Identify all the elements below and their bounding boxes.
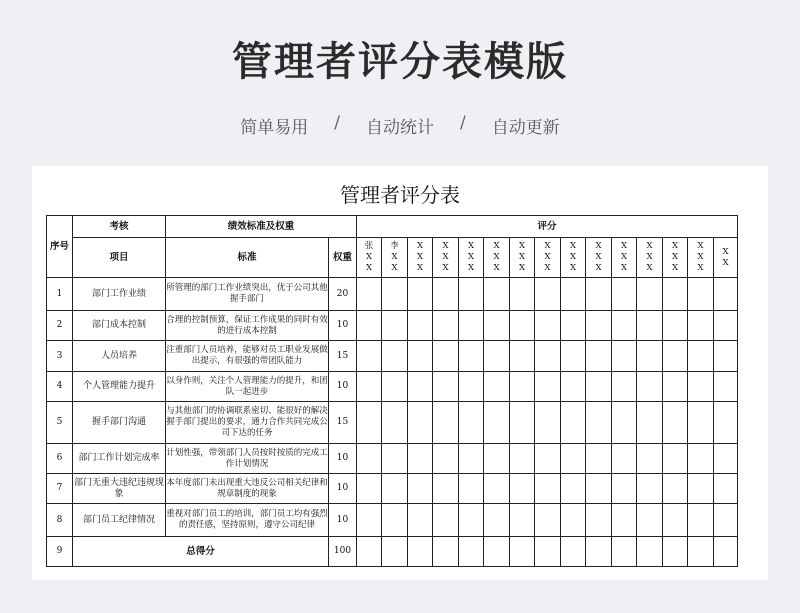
total-score-cell[interactable] xyxy=(357,537,382,567)
row-weight: 10 xyxy=(329,444,357,474)
evaluator-char: 张 xyxy=(364,241,374,251)
evaluator-char: X xyxy=(544,241,551,251)
score-cell[interactable] xyxy=(612,402,637,444)
evaluator-char: X xyxy=(416,252,424,262)
table-row xyxy=(47,444,738,474)
row-number: 7 xyxy=(47,474,73,504)
evaluator-char: X xyxy=(391,263,398,273)
score-cell[interactable] xyxy=(357,278,382,311)
row-standard: 与其他部门的协调联系密切、能很好的解决握手部门提出的要求，通力合作共同完成公司下达的任务 xyxy=(166,402,329,444)
score-cell[interactable] xyxy=(510,341,535,372)
score-cell[interactable] xyxy=(637,444,663,474)
score-cell[interactable] xyxy=(688,504,714,537)
score-cell[interactable] xyxy=(382,341,408,372)
score-cell[interactable] xyxy=(433,278,459,311)
table-row xyxy=(47,311,738,341)
score-cell[interactable] xyxy=(433,311,459,341)
score-cell[interactable] xyxy=(586,474,612,504)
score-cell[interactable] xyxy=(535,341,561,372)
score-cell[interactable] xyxy=(357,444,382,474)
score-cell[interactable] xyxy=(663,402,688,444)
evaluator-char: X xyxy=(518,241,526,251)
evaluator-char: X xyxy=(493,241,500,251)
row-item: 部门员工纪律情况 xyxy=(73,504,166,537)
score-cell[interactable] xyxy=(433,372,459,402)
score-cell[interactable] xyxy=(510,311,535,341)
table-row xyxy=(47,474,738,504)
evaluator-char: X xyxy=(620,263,628,273)
evaluator-char: X xyxy=(518,252,526,262)
score-cell[interactable] xyxy=(637,504,663,537)
score-cell[interactable] xyxy=(459,444,484,474)
score-cell[interactable] xyxy=(535,402,561,444)
col-seq-header: 序号 xyxy=(47,216,73,278)
evaluator-header xyxy=(459,238,484,278)
score-cell[interactable] xyxy=(714,341,738,372)
score-cell[interactable] xyxy=(561,504,586,537)
evaluator-char: X xyxy=(569,241,577,251)
score-cell[interactable] xyxy=(714,402,738,444)
col-item-header: 项目 xyxy=(73,238,166,278)
row-item: 个人管理能力提升 xyxy=(73,372,166,402)
score-cell[interactable] xyxy=(586,278,612,311)
score-cell[interactable] xyxy=(637,474,663,504)
total-score-cell[interactable] xyxy=(612,537,637,567)
score-cell[interactable] xyxy=(357,474,382,504)
evaluator-header xyxy=(408,238,433,278)
tag-separator: / xyxy=(460,113,466,133)
score-cell[interactable] xyxy=(382,474,408,504)
score-cell[interactable] xyxy=(382,504,408,537)
total-score-cell[interactable] xyxy=(510,537,535,567)
row-standard: 以身作则，关注个人管理能力的提升，和团队一起进步 xyxy=(166,372,329,402)
evaluator-header xyxy=(561,238,586,278)
score-cell[interactable] xyxy=(663,444,688,474)
evaluator-char: X xyxy=(416,263,424,273)
score-cell[interactable] xyxy=(408,372,433,402)
score-cell[interactable] xyxy=(433,504,459,537)
header-row-1 xyxy=(47,216,738,238)
evaluator-header xyxy=(663,238,688,278)
total-score-cell[interactable] xyxy=(663,537,688,567)
score-cell[interactable] xyxy=(459,341,484,372)
evaluator-char: X xyxy=(544,263,551,273)
evaluator-char: 李 xyxy=(390,241,399,251)
total-score-cell[interactable] xyxy=(382,537,408,567)
score-cell[interactable] xyxy=(510,474,535,504)
evaluator-char: X xyxy=(569,263,577,273)
evaluator-char: X xyxy=(722,257,729,268)
score-cell[interactable] xyxy=(561,444,586,474)
evaluator-char: X xyxy=(671,263,679,273)
score-cell[interactable] xyxy=(484,444,510,474)
score-cell[interactable] xyxy=(612,444,637,474)
total-score-cell[interactable] xyxy=(484,537,510,567)
row-item: 部门工作计划完成率 xyxy=(73,444,166,474)
score-cell[interactable] xyxy=(459,474,484,504)
score-cell[interactable] xyxy=(535,372,561,402)
evaluator-char: X xyxy=(595,263,602,273)
score-cell[interactable] xyxy=(688,402,714,444)
score-cell[interactable] xyxy=(459,278,484,311)
score-cell[interactable] xyxy=(408,504,433,537)
score-cell[interactable] xyxy=(586,341,612,372)
total-score-cell[interactable] xyxy=(714,537,738,567)
evaluator-header xyxy=(714,238,738,278)
score-cell[interactable] xyxy=(382,372,408,402)
tag-easy: 简单易用 xyxy=(240,118,309,138)
row-item: 部门成本控制 xyxy=(73,311,166,341)
score-cell[interactable] xyxy=(688,444,714,474)
evaluator-char: X xyxy=(442,241,449,251)
score-cell[interactable] xyxy=(663,372,688,402)
evaluator-char: X xyxy=(697,263,704,273)
evaluator-header xyxy=(637,238,663,278)
score-cell[interactable] xyxy=(637,402,663,444)
score-cell[interactable] xyxy=(688,278,714,311)
row-weight: 15 xyxy=(329,402,357,444)
evaluator-header xyxy=(586,238,612,278)
col-assess-header: 考核 xyxy=(73,216,166,238)
total-score-cell[interactable] xyxy=(688,537,714,567)
score-cell[interactable] xyxy=(484,341,510,372)
col-score-header: 评分 xyxy=(357,216,738,238)
row-weight: 10 xyxy=(329,504,357,537)
evaluator-char: X xyxy=(697,252,704,262)
row-number: 3 xyxy=(47,341,73,372)
score-cell[interactable] xyxy=(612,311,637,341)
evaluator-char: X xyxy=(365,252,373,262)
score-cell[interactable] xyxy=(535,278,561,311)
score-cell[interactable] xyxy=(433,402,459,444)
header-row-2 xyxy=(47,238,738,278)
score-cell[interactable] xyxy=(586,311,612,341)
score-cell[interactable] xyxy=(637,372,663,402)
score-table xyxy=(46,215,738,567)
evaluator-header xyxy=(535,238,561,278)
table-row xyxy=(47,341,738,372)
score-cell[interactable] xyxy=(510,402,535,444)
row-number: 4 xyxy=(47,372,73,402)
score-cell[interactable] xyxy=(459,402,484,444)
score-cell[interactable] xyxy=(357,341,382,372)
score-cell[interactable] xyxy=(561,341,586,372)
evaluator-char: X xyxy=(569,252,577,262)
evaluator-char: X xyxy=(620,241,628,251)
row-weight: 20 xyxy=(329,278,357,311)
evaluator-header xyxy=(688,238,714,278)
score-cell[interactable] xyxy=(459,311,484,341)
score-cell[interactable] xyxy=(688,372,714,402)
row-item: 部门工作业绩 xyxy=(73,278,166,311)
score-cell[interactable] xyxy=(382,444,408,474)
row-standard: 本年度部门未出现重大违反公司相关纪律和规章制度的现象 xyxy=(166,474,329,504)
score-cell[interactable] xyxy=(637,341,663,372)
score-cell[interactable] xyxy=(561,372,586,402)
total-score-cell[interactable] xyxy=(433,537,459,567)
score-cell[interactable] xyxy=(637,278,663,311)
evaluator-header xyxy=(382,238,408,278)
score-cell[interactable] xyxy=(484,311,510,341)
score-cell[interactable] xyxy=(612,474,637,504)
score-cell[interactable] xyxy=(714,504,738,537)
total-score-cell[interactable] xyxy=(586,537,612,567)
score-cell[interactable] xyxy=(561,402,586,444)
score-cell[interactable] xyxy=(612,278,637,311)
score-cell[interactable] xyxy=(408,311,433,341)
evaluator-header xyxy=(612,238,637,278)
table-row xyxy=(47,372,738,402)
score-cell[interactable] xyxy=(663,341,688,372)
evaluator-header xyxy=(484,238,510,278)
score-cell[interactable] xyxy=(510,372,535,402)
total-row xyxy=(47,537,738,567)
score-cell[interactable] xyxy=(535,444,561,474)
row-weight: 15 xyxy=(329,341,357,372)
row-item: 握手部门沟通 xyxy=(73,402,166,444)
evaluator-header xyxy=(357,238,382,278)
row-standard: 重视对部门员工的培训，部门员工均有强烈的责任感，坚持原则，遵守公司纪律 xyxy=(166,504,329,537)
score-cell[interactable] xyxy=(637,311,663,341)
row-weight: 10 xyxy=(329,311,357,341)
row-number: 8 xyxy=(47,504,73,537)
page-title: 管理者评分表模版 xyxy=(232,39,568,85)
row-item: 人员培养 xyxy=(73,341,166,372)
evaluator-char: X xyxy=(646,263,653,273)
score-cell[interactable] xyxy=(357,311,382,341)
score-cell[interactable] xyxy=(586,504,612,537)
evaluator-char: X xyxy=(365,263,373,273)
score-cell[interactable] xyxy=(688,474,714,504)
score-cell[interactable] xyxy=(510,444,535,474)
row-number: 1 xyxy=(47,278,73,311)
score-cell[interactable] xyxy=(663,278,688,311)
score-cell[interactable] xyxy=(561,311,586,341)
table-row xyxy=(47,504,738,537)
score-cell[interactable] xyxy=(586,444,612,474)
score-cell[interactable] xyxy=(382,402,408,444)
score-cell[interactable] xyxy=(535,474,561,504)
score-cell[interactable] xyxy=(408,474,433,504)
row-standard: 合理的控制预算，保证工作成果的同时有效的进行成本控制 xyxy=(166,311,329,341)
evaluator-header xyxy=(433,238,459,278)
score-cell[interactable] xyxy=(408,341,433,372)
row-standard: 所管理的部门工作业绩突出，优于公司其他握手部门 xyxy=(166,278,329,311)
tag-auto-stats: 自动统计 xyxy=(366,118,434,138)
evaluator-char: X xyxy=(467,252,475,262)
row-number: 6 xyxy=(47,444,73,474)
evaluator-char: X xyxy=(620,252,628,262)
score-cell[interactable] xyxy=(484,474,510,504)
score-cell[interactable] xyxy=(510,504,535,537)
evaluator-char: X xyxy=(467,263,475,273)
evaluator-char: X xyxy=(467,241,475,251)
score-cell[interactable] xyxy=(663,504,688,537)
evaluator-char: X xyxy=(671,252,679,262)
evaluator-char: X xyxy=(646,241,653,251)
score-cell[interactable] xyxy=(612,341,637,372)
row-weight: 10 xyxy=(329,474,357,504)
total-score-cell[interactable] xyxy=(535,537,561,567)
evaluator-char: X xyxy=(493,252,500,262)
total-score-cell[interactable] xyxy=(459,537,484,567)
col-perf-header: 绩效标准及权重 xyxy=(166,216,357,238)
score-cell[interactable] xyxy=(484,372,510,402)
score-cell[interactable] xyxy=(484,278,510,311)
score-cell[interactable] xyxy=(357,504,382,537)
evaluator-char: X xyxy=(493,263,500,273)
row-standard: 计划性强，带领部门人员按时按质的完成工作计划情况 xyxy=(166,444,329,474)
tag-separator: / xyxy=(334,113,340,133)
score-cell[interactable] xyxy=(714,372,738,402)
score-cell[interactable] xyxy=(586,372,612,402)
score-cell[interactable] xyxy=(714,278,738,311)
score-cell[interactable] xyxy=(382,311,408,341)
score-cell[interactable] xyxy=(612,504,637,537)
score-cell[interactable] xyxy=(561,278,586,311)
score-cell[interactable] xyxy=(510,278,535,311)
row-standard: 注重部门人员培养，能够对员工职业发展做出提示，有很强的带团队能力 xyxy=(166,341,329,372)
evaluator-char: X xyxy=(416,241,424,251)
col-standard-header: 标准 xyxy=(166,238,329,278)
evaluator-char: X xyxy=(442,263,449,273)
score-cell[interactable] xyxy=(714,444,738,474)
row-item: 部门无重大违纪违规现象 xyxy=(73,474,166,504)
score-cell[interactable] xyxy=(688,341,714,372)
score-cell[interactable] xyxy=(561,474,586,504)
total-label: 总得分 xyxy=(73,537,329,567)
score-cell[interactable] xyxy=(357,402,382,444)
total-score-cell[interactable] xyxy=(637,537,663,567)
evaluator-char: X xyxy=(595,241,602,251)
total-score-cell[interactable] xyxy=(408,537,433,567)
score-cell[interactable] xyxy=(459,504,484,537)
score-cell[interactable] xyxy=(433,341,459,372)
row-weight: 10 xyxy=(329,372,357,402)
score-cell[interactable] xyxy=(408,278,433,311)
score-cell[interactable] xyxy=(433,474,459,504)
evaluator-char: X xyxy=(391,252,398,262)
feature-tags xyxy=(0,113,800,138)
score-cell[interactable] xyxy=(663,474,688,504)
score-cell[interactable] xyxy=(433,444,459,474)
evaluator-char: X xyxy=(697,241,704,251)
score-cell[interactable] xyxy=(459,372,484,402)
col-weight-header: 权重 xyxy=(329,238,357,278)
score-cell[interactable] xyxy=(382,278,408,311)
score-cell[interactable] xyxy=(714,474,738,504)
score-cell[interactable] xyxy=(535,504,561,537)
row-number: 2 xyxy=(47,311,73,341)
score-cell[interactable] xyxy=(688,311,714,341)
score-cell[interactable] xyxy=(586,402,612,444)
total-number: 9 xyxy=(47,537,73,567)
total-score-cell[interactable] xyxy=(561,537,586,567)
score-cell[interactable] xyxy=(484,402,510,444)
row-number: 5 xyxy=(47,402,73,444)
score-cell[interactable] xyxy=(408,402,433,444)
evaluator-char: X xyxy=(544,252,551,262)
score-sheet xyxy=(32,166,768,580)
evaluator-char: X xyxy=(518,263,526,273)
total-weight: 100 xyxy=(329,537,357,567)
score-cell[interactable] xyxy=(484,504,510,537)
score-cell[interactable] xyxy=(714,311,738,341)
evaluator-char: X xyxy=(595,252,602,262)
evaluator-char: X xyxy=(442,252,449,262)
score-cell[interactable] xyxy=(408,444,433,474)
tag-auto-update: 自动更新 xyxy=(491,118,560,138)
evaluator-char: X xyxy=(722,246,729,257)
evaluator-char: X xyxy=(646,252,653,262)
score-cell[interactable] xyxy=(535,311,561,341)
score-cell[interactable] xyxy=(663,311,688,341)
score-cell[interactable] xyxy=(612,372,637,402)
table-row xyxy=(47,402,738,444)
evaluator-header xyxy=(510,238,535,278)
score-cell[interactable] xyxy=(357,372,382,402)
sheet-title: 管理者评分表 xyxy=(340,183,460,207)
evaluator-char: X xyxy=(671,241,679,251)
table-row xyxy=(47,278,738,311)
